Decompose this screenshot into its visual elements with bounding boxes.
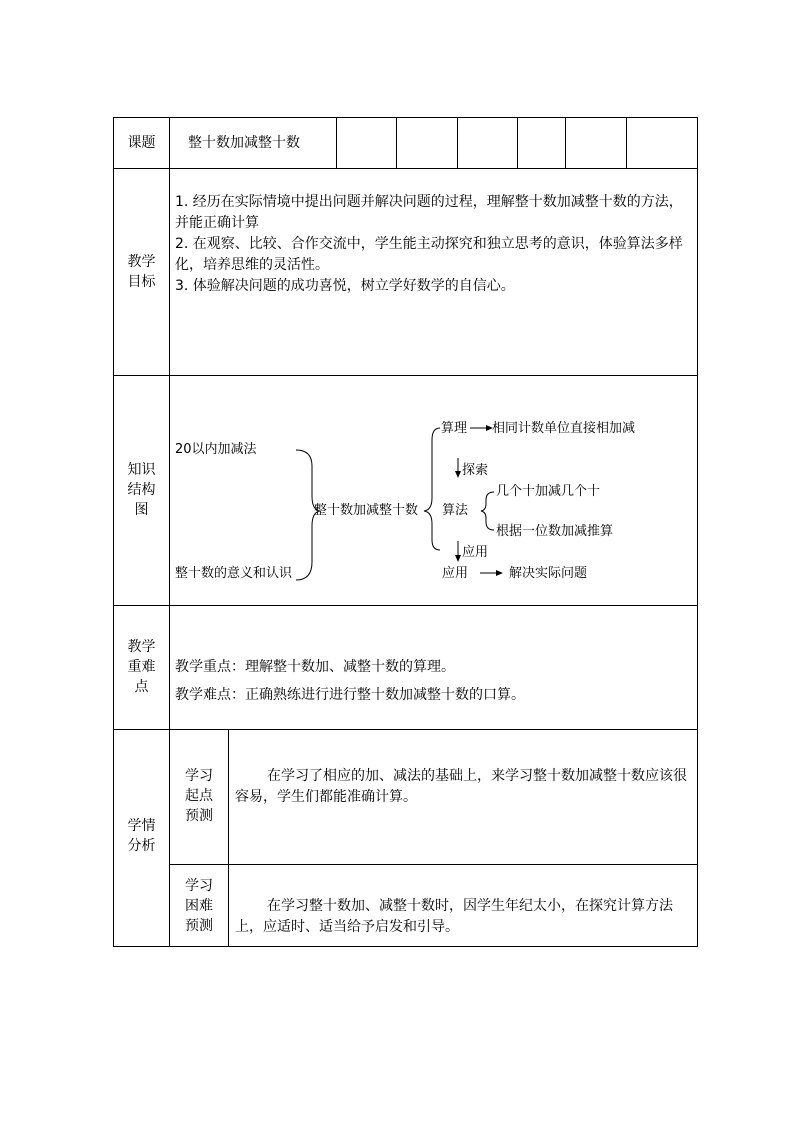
kg-yingyong: 应用 xyxy=(442,566,469,581)
kg-center: 整十数加减整十数 xyxy=(314,503,419,518)
kg-yingyong-arrow-label: 应用 xyxy=(462,545,489,560)
analysis-label-line: 分析 xyxy=(127,838,156,854)
start-label xyxy=(170,766,228,826)
key-point: 教学重点：理解整十数加、减整十数的算理。 xyxy=(175,659,455,675)
key-points-label xyxy=(114,637,169,697)
yingyong-down-arrowhead xyxy=(455,555,461,562)
lesson-title: 整十数加减整十数 xyxy=(188,135,300,151)
analysis-label-line: 学情 xyxy=(127,818,156,834)
start-label-line: 预测 xyxy=(185,808,213,824)
objective-item: 2. 在观察、比较、合作交流中，学生能主动探究和独立思考的意识，体验算法多样化，培养思维的灵活性。 xyxy=(175,236,683,273)
kg-left-bottom: 整十数的意义和认识 xyxy=(175,566,293,581)
difficulty-label xyxy=(170,876,228,936)
difficulty-label-line: 学习 xyxy=(185,878,213,894)
knowledge-label-line: 结构 xyxy=(127,482,156,498)
start-label-line: 起点 xyxy=(185,788,213,804)
start-text: 在学习了相应的加、减法的基础上，来学习整十数加减整十数应该很容易，学生们都能准确计算。 xyxy=(235,768,687,805)
right-brace xyxy=(424,428,440,550)
knowledge-label-line: 图 xyxy=(134,502,149,518)
kg-yingyong-text: 解决实际问题 xyxy=(509,566,588,581)
key-points-label-line: 教学 xyxy=(127,639,156,655)
kg-tansuo: 探索 xyxy=(462,463,489,478)
yingyong-arrowhead xyxy=(496,570,503,576)
key-points-label-line: 重难 xyxy=(127,659,156,675)
analysis-label xyxy=(114,816,169,856)
objective-item: 1. 经历在实际情境中提出问题并解决问题的过程，理解整十数加减整十数的方法，并能正确计算 xyxy=(175,194,683,231)
difficulty-label-line: 困难 xyxy=(185,898,213,914)
start-label-line: 学习 xyxy=(185,768,213,784)
objective-item: 3. 体验解决问题的成功喜悦，树立学好数学的自信心。 xyxy=(175,278,515,294)
kg-suanfa-1: 几个十加减几个十 xyxy=(496,484,601,499)
difficulty-label-line: 预测 xyxy=(185,918,213,934)
kg-left-top: 20以内加减法 xyxy=(175,442,257,457)
objectives-label-line: 教学 xyxy=(127,254,156,270)
tansuo-arrowhead xyxy=(455,471,461,478)
objectives-label-line: 目标 xyxy=(127,274,156,290)
kg-suanli: 算理 xyxy=(441,421,468,436)
kg-suanli-text: 相同计数单位直接相加减 xyxy=(492,421,636,436)
key-points-label-line: 点 xyxy=(134,679,149,695)
knowledge-label-line: 知识 xyxy=(127,462,156,478)
difficult-point: 教学难点：正确熟练进行进行整十数加减整十数的口算。 xyxy=(175,687,525,703)
kg-suanfa: 算法 xyxy=(442,503,469,518)
difficulty-text: 在学习整十数加、减整十数时，因学生年纪太小，在探究计算方法上，应适时、适当给予启发和引导。 xyxy=(235,898,673,935)
suanfa-brace xyxy=(481,492,494,530)
kg-suanfa-2: 根据一位数加减推算 xyxy=(496,524,614,539)
header-label: 课题 xyxy=(127,135,156,151)
